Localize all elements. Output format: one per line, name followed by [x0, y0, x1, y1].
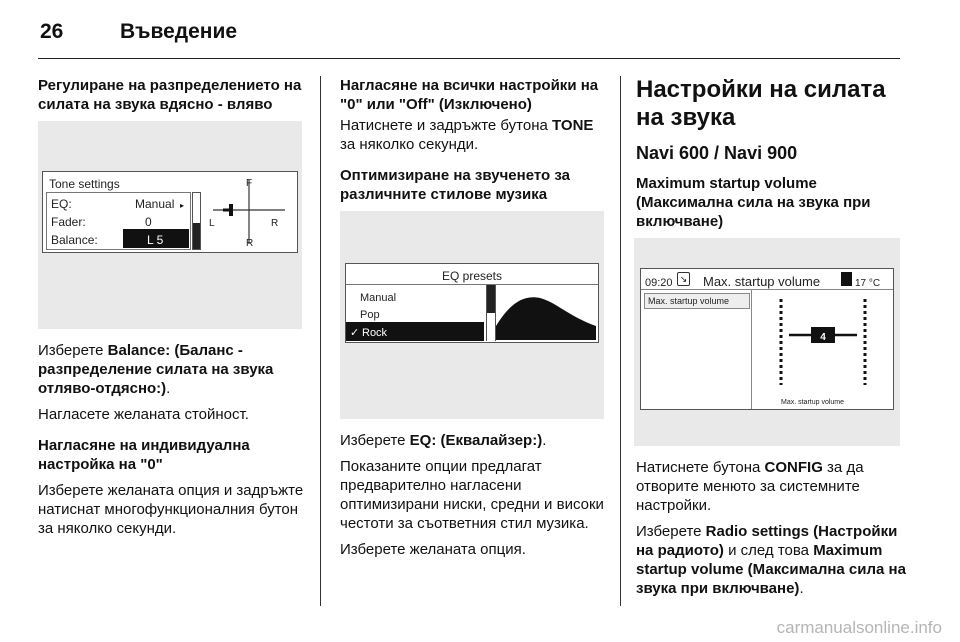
eq-value: Manual: [135, 197, 175, 211]
fader-value: 0: [145, 215, 152, 229]
paragraph-press-config: Натиснете бутона CONFIG за да отворите менюто за системните настройки.: [636, 459, 864, 514]
balance-label: Balance:: [51, 233, 98, 247]
eq-presets-screenshot: [340, 211, 604, 419]
eq-label: EQ:: [51, 197, 72, 211]
arrow-right-icon: ▸: [180, 201, 185, 210]
axis-left-label: L: [209, 218, 215, 229]
screen-title: Tone settings: [49, 177, 120, 191]
axis-rear-label: R: [246, 238, 254, 249]
menu-divider: [751, 290, 752, 409]
section-heading-reset-single: Нагласяне на индивидуална настройка на "0": [38, 437, 250, 473]
header-rule: [38, 58, 900, 59]
temperature: 17 °C: [855, 278, 881, 289]
section-heading-music-styles: Оптимизиране на звученето за различните стилове музика: [340, 167, 570, 203]
scrollbar-thumb: [193, 223, 200, 249]
fader-label: Fader:: [51, 215, 86, 229]
title-divider: [641, 289, 893, 290]
paragraph-presets: Показаните опции предлагат предварително нагласени оптимизирани ниски, средни и високи честоти за съответния стил музика.: [340, 458, 604, 532]
paragraph-reset-all: Натиснете и задръжте бутона TONE за няколко секунди.: [340, 117, 594, 153]
section-title-volume: Настройки на силата на звука: [636, 76, 886, 131]
page-header: [38, 14, 918, 48]
axis-front-label: F: [246, 178, 253, 189]
eq-curve-graph: [496, 286, 596, 340]
checkmark-icon: ✓: [350, 327, 360, 339]
section-heading-balance: Регулиране на разпределението на силата на звука вдясно - вляво: [38, 77, 302, 113]
section-heading-reset-all: Нагласяне на всички настройки на "0" или "Off" (Изключено): [340, 77, 599, 113]
clock-time: 09:20: [645, 277, 673, 289]
column-1: [38, 76, 306, 545]
paragraph-adjust: Нагласете желаната стойност.: [38, 406, 249, 423]
tone-settings-screenshot: [38, 121, 302, 329]
preset-pop[interactable]: Pop: [360, 309, 380, 321]
watermark: carmanualsonline.info: [776, 618, 942, 637]
paragraph-reset-single: Изберете желаната опция и задръжте натиснат многофункционалния бутон за няколко секунди.: [38, 482, 304, 537]
balance-value: L 5: [147, 233, 164, 247]
paragraph-select-eq: Изберете EQ: (Еквалайзер:).: [340, 432, 547, 449]
max-volume-screenshot: [634, 238, 900, 446]
tone-settings-screen: [42, 171, 298, 253]
title-divider: [346, 284, 598, 285]
column-divider-1: [320, 76, 321, 606]
chapter-title: Въведение: [120, 20, 238, 43]
section-heading-max-volume: Maximum startup volume (Максимална сила на звука при включване): [636, 175, 871, 230]
scale-caption: Max. startup volume: [781, 399, 845, 406]
navigation-icon: ↘: [677, 272, 690, 286]
paragraph-choose-option: Изберете желаната опция.: [340, 541, 526, 558]
column-2: [340, 76, 608, 566]
max-volume-screen: [640, 268, 894, 410]
menu-item-max-volume[interactable]: Max. startup volume: [644, 293, 750, 309]
balance-selected: [123, 229, 189, 248]
eq-presets-screen: [345, 263, 599, 343]
scrollbar: [486, 285, 496, 341]
screen-title: EQ presets: [441, 269, 503, 283]
settings-list: [46, 192, 191, 250]
paragraph-select-radio: Изберете Radio settings (Настройки на радиото) и след това Maximum startup volume (Максимална сила на звука при включване).: [636, 523, 906, 597]
scrollbar-thumb: [487, 285, 495, 313]
preset-rock: Rock: [362, 327, 388, 339]
section-subtitle-navi: Navi 600 / Navi 900: [636, 143, 798, 163]
preset-rock-selected[interactable]: [346, 322, 484, 341]
thermometer-icon: [841, 272, 852, 286]
column-divider-2: [620, 76, 621, 606]
paragraph-select-balance: Изберете Balance: (Баланс - разпределение силата на звука отляво-отдясно:).: [38, 342, 274, 397]
volume-value: 4: [820, 332, 826, 343]
screen-title: Max. startup volume: [703, 274, 821, 289]
preset-manual[interactable]: Manual: [360, 292, 397, 304]
scrollbar: [192, 192, 201, 250]
axis-right-label: R: [271, 218, 279, 229]
page-number: 26: [40, 20, 64, 43]
column-3: [636, 76, 906, 605]
